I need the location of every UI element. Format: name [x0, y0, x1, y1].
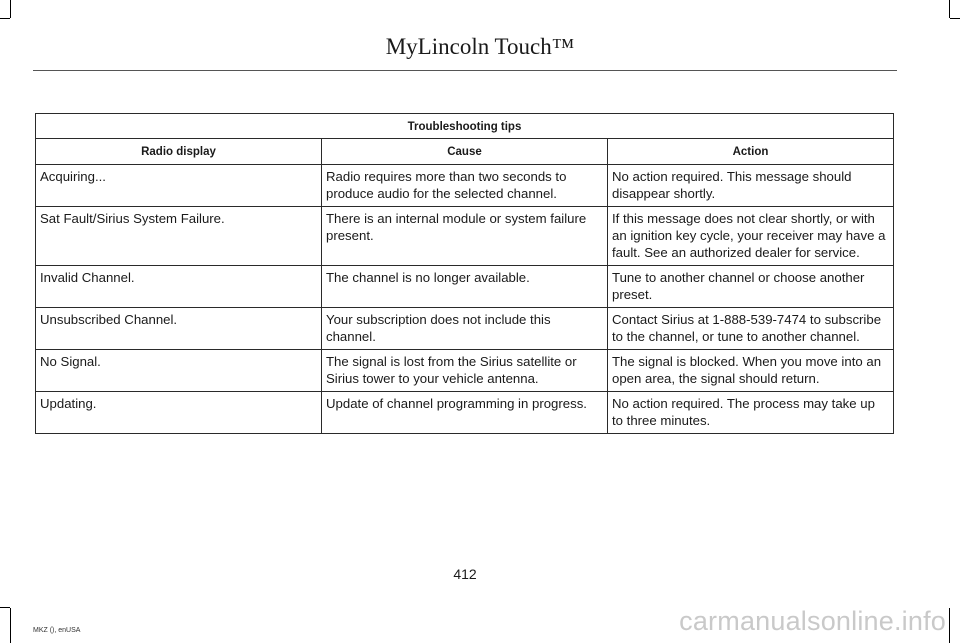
- table-row: [36, 266, 894, 308]
- cell-action: Tune to another channel or choose another preset.: [608, 266, 894, 308]
- table-row: [36, 207, 894, 266]
- cell-action: The signal is blocked. When you move into an open area, the signal should return.: [608, 350, 894, 392]
- table-row: [36, 392, 894, 434]
- cell-radio-display: No Signal.: [36, 350, 322, 392]
- table-caption: Troubleshooting tips: [36, 114, 894, 139]
- page-number: 412: [453, 566, 477, 582]
- cell-radio-display: Updating.: [36, 392, 322, 434]
- cell-cause: Radio requires more than two seconds to produce audio for the selected channel.: [322, 165, 608, 207]
- cell-action: If this message does not clear shortly, or with an ignition key cycle, your receiver may have a fault. See an authorized dealer for service.: [608, 207, 894, 266]
- cell-action: No action required. This message should disappear shortly.: [608, 165, 894, 207]
- cell-cause: There is an internal module or system failure present.: [322, 207, 608, 266]
- column-header-cause: Cause: [322, 139, 608, 165]
- cell-radio-display: Unsubscribed Channel.: [36, 308, 322, 350]
- cell-cause: The signal is lost from the Sirius satellite or Sirius tower to your vehicle antenna.: [322, 350, 608, 392]
- page-title: MyLincoln Touch™: [385, 34, 575, 59]
- crop-mark-top-left-v: [10, 0, 11, 18]
- column-header-action: Action: [608, 139, 894, 165]
- cell-action: Contact Sirius at 1-888-539-7474 to subscribe to the channel, or tune to another channel.: [608, 308, 894, 350]
- cell-cause: Update of channel programming in progress.: [322, 392, 608, 434]
- cell-radio-display: Sat Fault/Sirius System Failure.: [36, 207, 322, 266]
- crop-mark-bottom-left-h: [0, 607, 10, 608]
- table-row: [36, 308, 894, 350]
- crop-mark-top-right-h: [950, 18, 960, 19]
- troubleshooting-table: [35, 113, 894, 434]
- cell-cause: The channel is no longer available.: [322, 266, 608, 308]
- cell-cause: Your subscription does not include this channel.: [322, 308, 608, 350]
- crop-mark-bottom-right-v: [949, 608, 950, 643]
- table-row: [36, 350, 894, 392]
- column-header-radio-display: Radio display: [36, 139, 322, 165]
- table-header-row: [36, 139, 894, 165]
- cell-action: No action required. The process may take up to three minutes.: [608, 392, 894, 434]
- footer-model-code: MKZ (), enUSA: [33, 627, 81, 634]
- table-row: [36, 165, 894, 207]
- cell-radio-display: Acquiring...: [36, 165, 322, 207]
- header-divider: [33, 70, 897, 71]
- cell-radio-display: Invalid Channel.: [36, 266, 322, 308]
- crop-mark-bottom-left-v: [10, 608, 11, 643]
- crop-mark-top-right-v: [949, 0, 950, 18]
- crop-mark-top-left-h: [0, 18, 10, 19]
- watermark: carmanualsonline.info: [679, 606, 946, 636]
